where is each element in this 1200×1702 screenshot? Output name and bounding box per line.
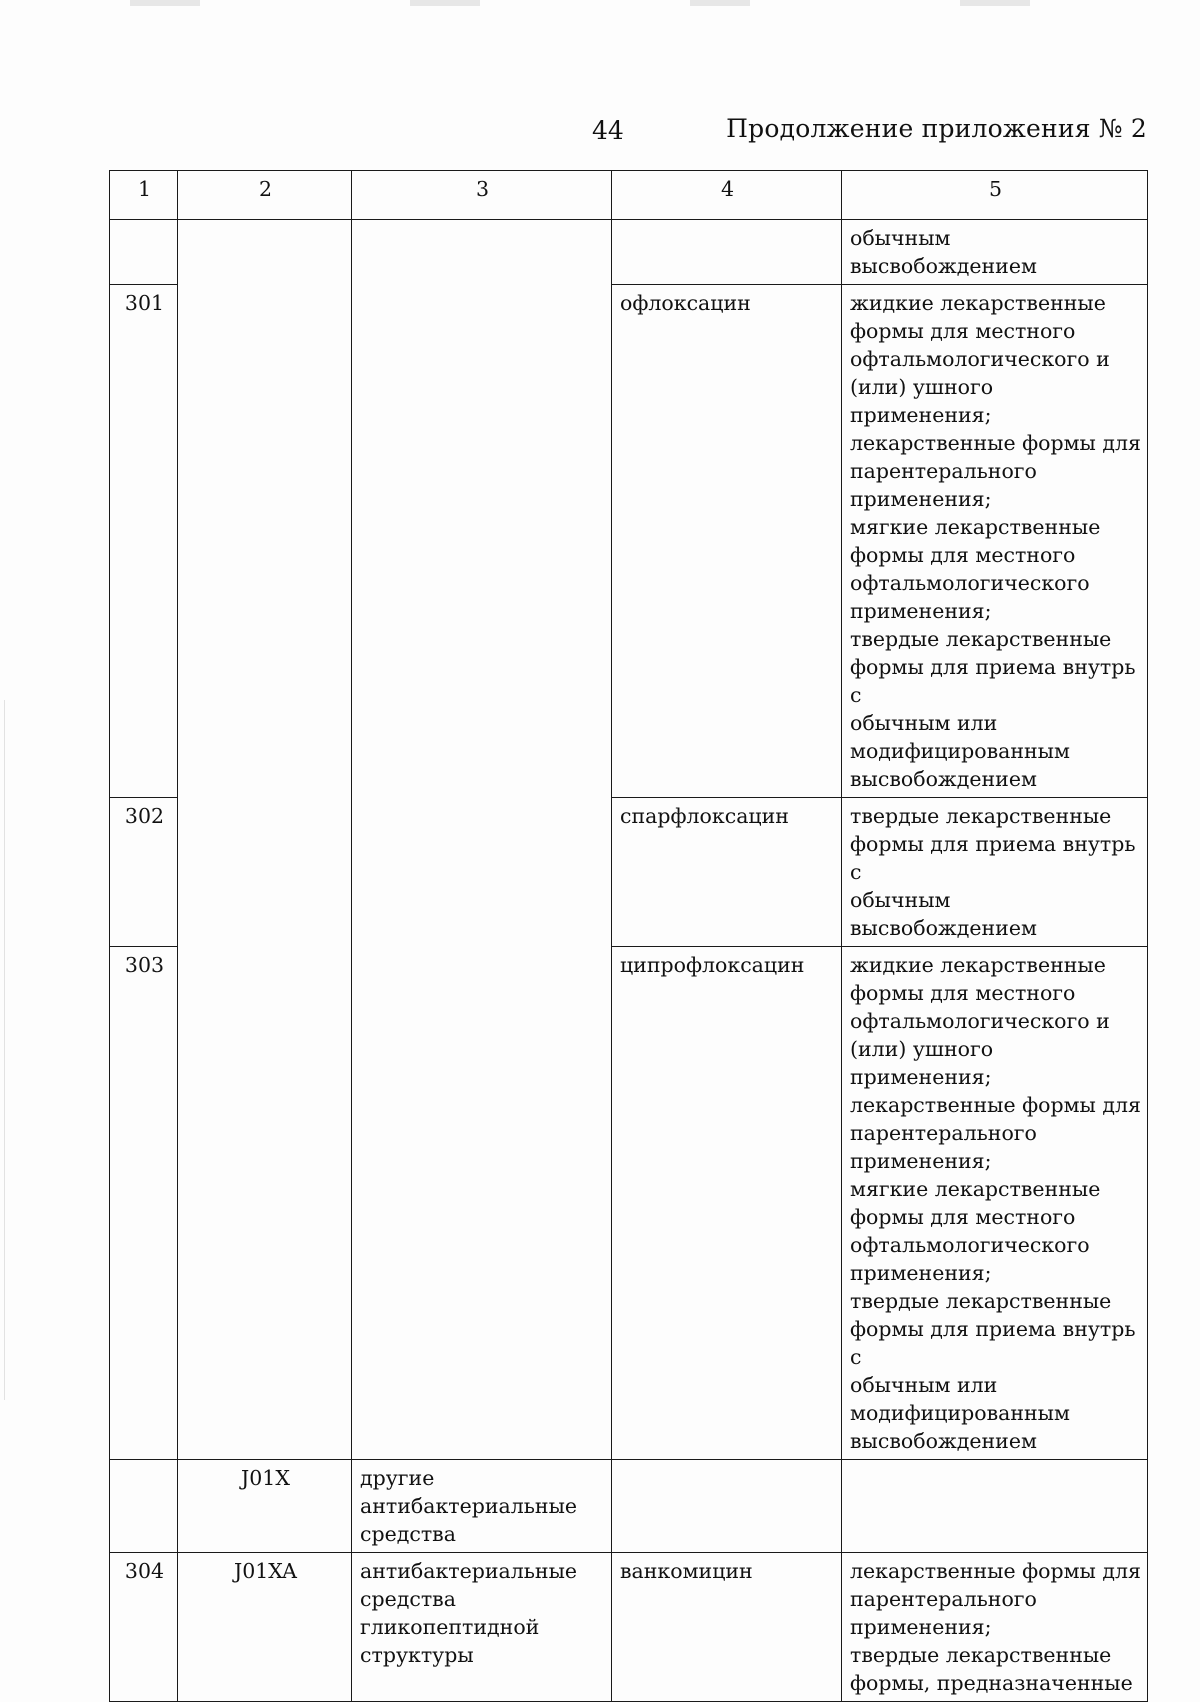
table-row [110,1553,1148,1702]
atc-code-cell: J01X [178,1460,352,1553]
atc-group-cell: другие антибактериальные средства [352,1460,612,1553]
scan-edge [4,700,5,1400]
dosage-form-cell: лекарственные формы для парентерального применения; твердые лекарственные формы, предназначенные [842,1553,1148,1702]
column-header: 5 [842,171,1148,220]
scan-noise [130,0,200,6]
row-number-cell: 301 [110,285,178,798]
column-header: 1 [110,171,178,220]
scan-noise [960,0,1030,6]
row-number-cell [110,220,178,285]
drug-name-cell [612,220,842,285]
scan-noise [410,0,480,6]
drug-name-cell: спарфлоксацин [612,798,842,947]
dosage-form-cell: жидкие лекарственные формы для местного офтальмологического и (или) ушного применения; лекарственные формы для парентерального применения; мягкие лекарственные формы для местного офтальмологического применения; твердые лекарственные формы для приема внутрь с обычным или модифицированным высвобождением [842,285,1148,798]
appendix-continuation-title: Продолжение приложения № 2 [726,114,1147,143]
drug-name-cell: офлоксацин [612,285,842,798]
atc-code-cell [178,220,352,1460]
table-row [110,1460,1148,1553]
atc-code-cell: J01XA [178,1553,352,1702]
scan-noise [690,0,750,6]
column-header: 4 [612,171,842,220]
dosage-form-cell: жидкие лекарственные формы для местного офтальмологического и (или) ушного применения; лекарственные формы для парентерального применения; мягкие лекарственные формы для местного офтальмологического применения; твердые лекарственные формы для приема внутрь с обычным или модифицированным высвобождением [842,947,1148,1460]
row-number-cell: 302 [110,798,178,947]
row-number-cell: 303 [110,947,178,1460]
table-row [110,220,1148,285]
atc-group-cell [352,220,612,1460]
page-number: 44 [592,116,624,145]
column-header: 3 [352,171,612,220]
dosage-form-cell: обычным высвобождением [842,220,1148,285]
dosage-form-cell [842,1460,1148,1553]
dosage-form-cell: твердые лекарственные формы для приема внутрь с обычным высвобождением [842,798,1148,947]
drug-name-cell: ванкомицин [612,1553,842,1702]
column-header: 2 [178,171,352,220]
atc-group-cell: антибактериальные средства гликопептидной структуры [352,1553,612,1702]
row-number-cell [110,1460,178,1553]
drug-name-cell [612,1460,842,1553]
row-number-cell: 304 [110,1553,178,1702]
header-row [110,171,1148,220]
medicines-table [109,170,1148,1702]
drug-name-cell: ципрофлоксацин [612,947,842,1460]
